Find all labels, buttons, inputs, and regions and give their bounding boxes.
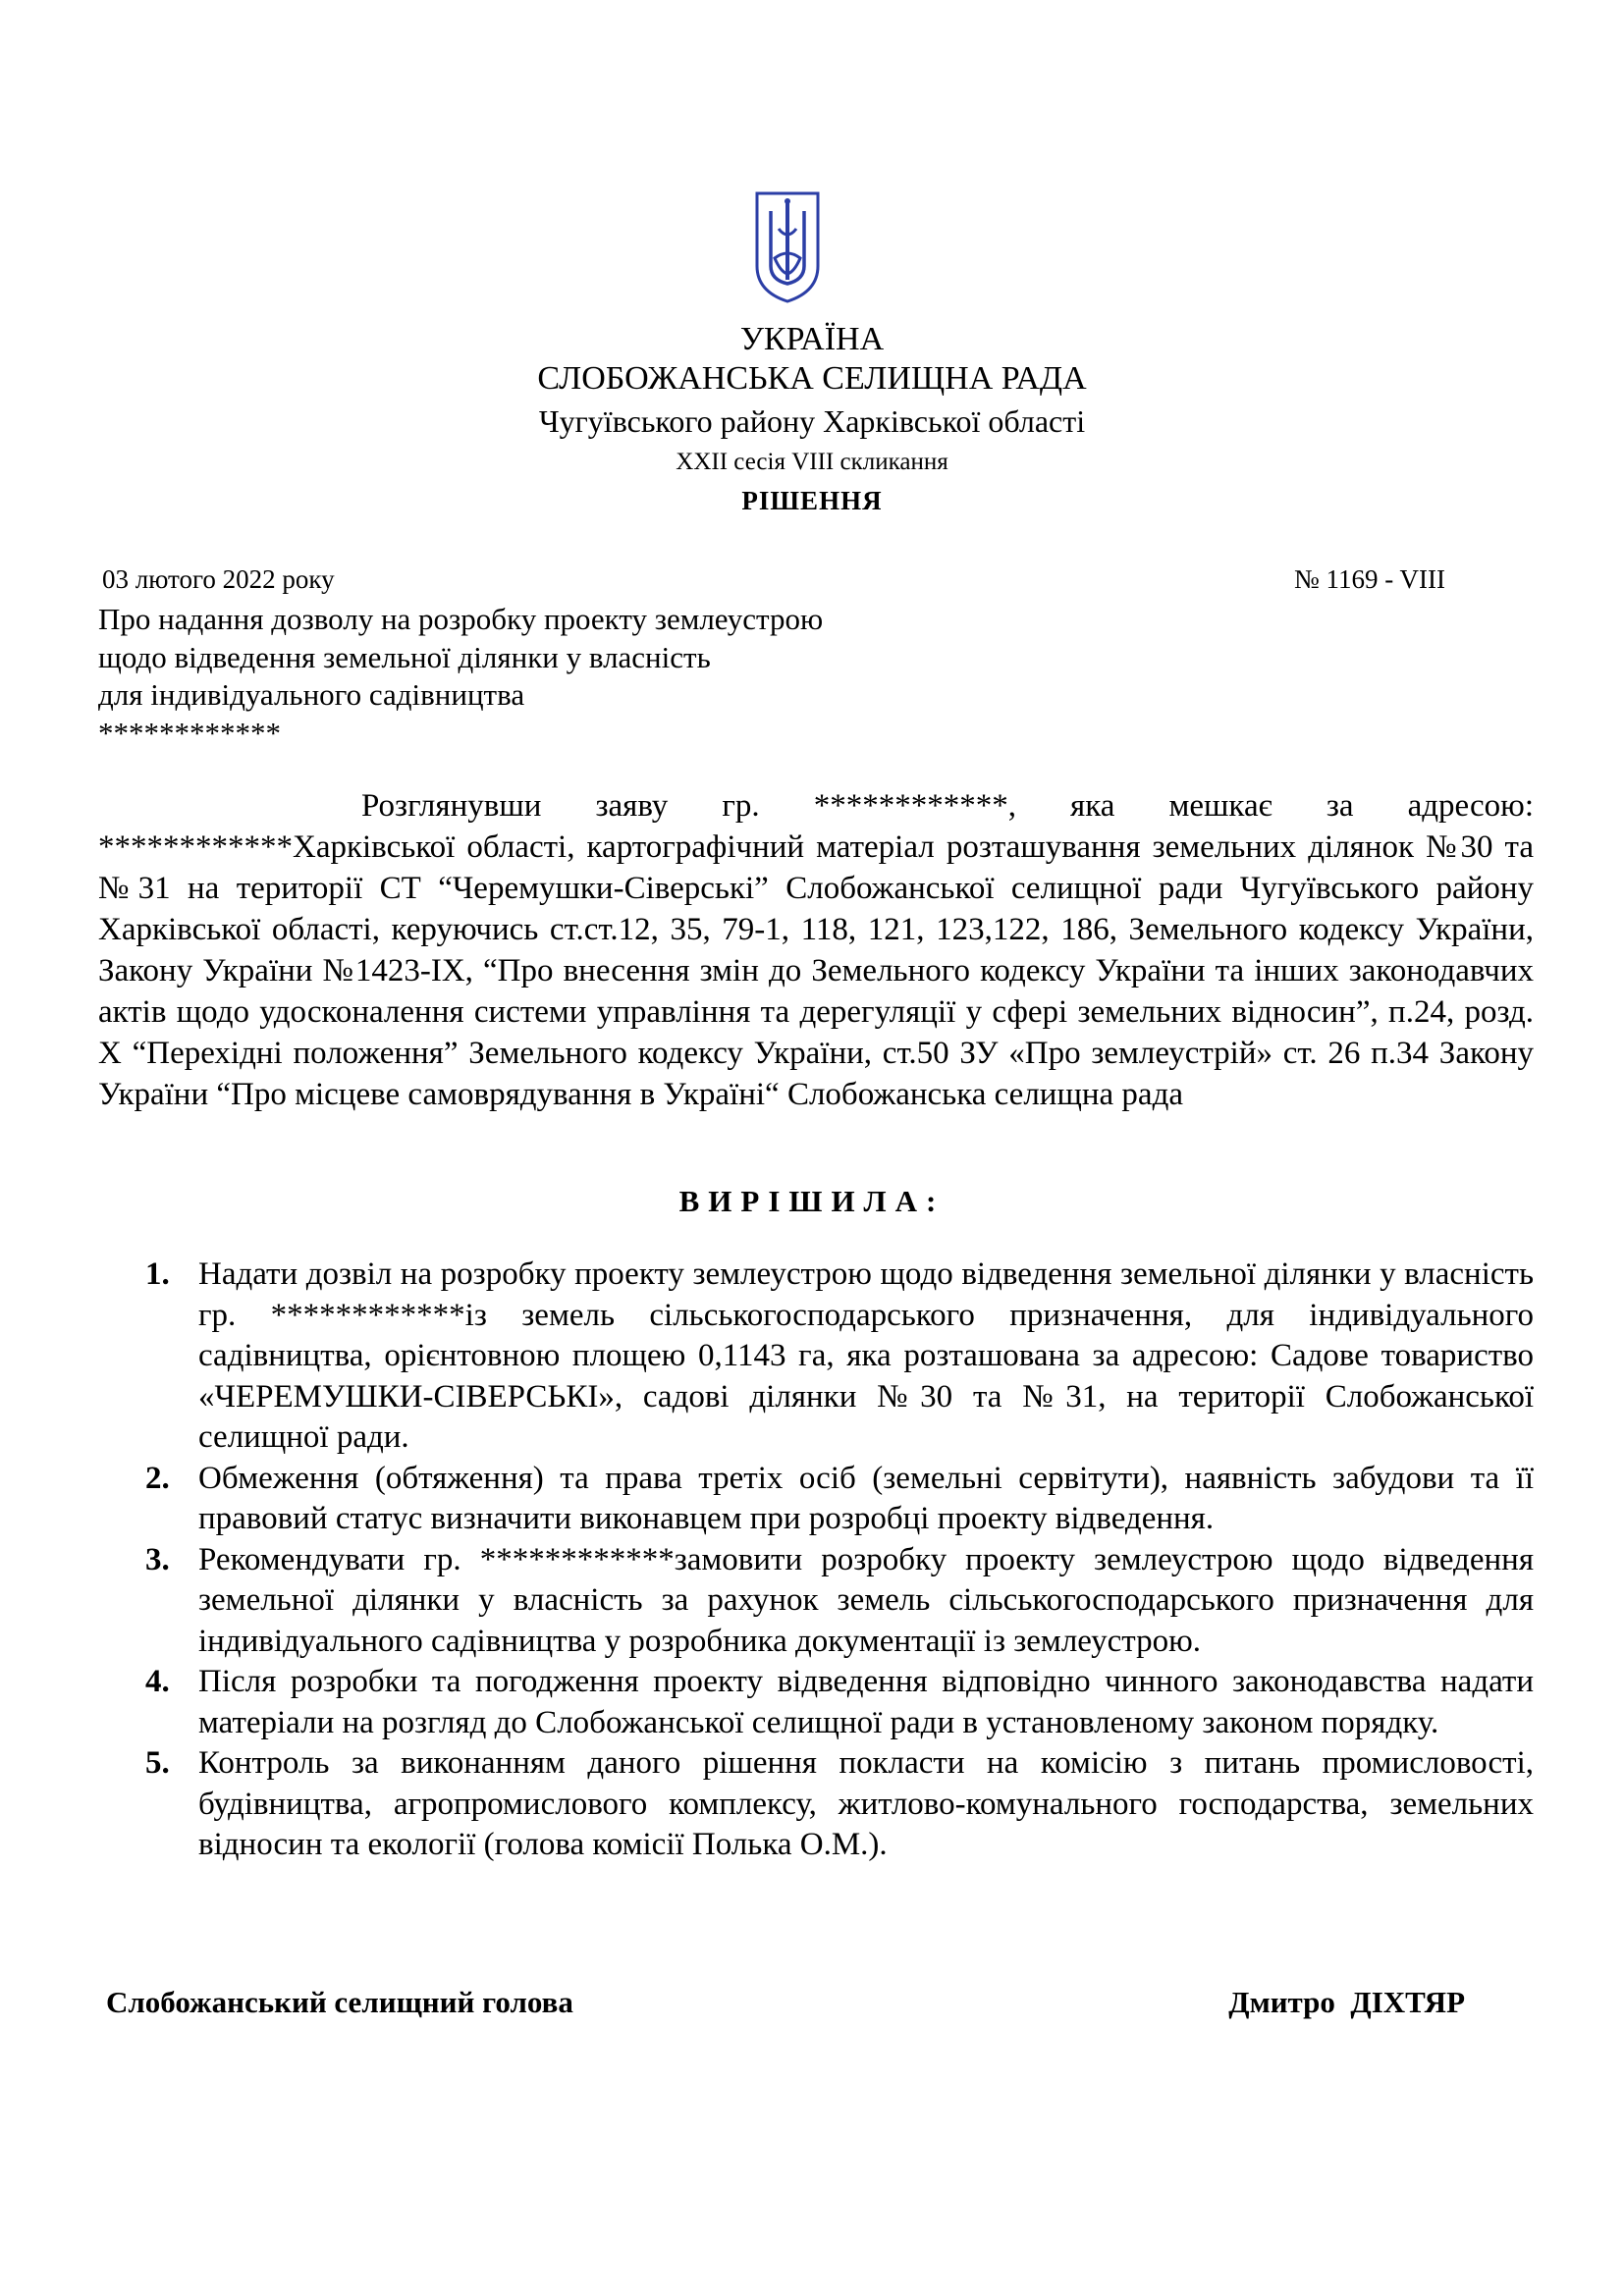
decision-items-list [145,1255,1534,1866]
subject-line: Про надання дозволу на розробку проекту землеустрою [98,602,824,636]
signatory-name: Дмитро ДІХТЯР [1228,1985,1465,2019]
item-text: Надати дозвіл на розробку проекту землеустрою щодо відведення земельної ділянки у власність гр. ************із земель сільськогосподарського призначення, для індивідуального садівництва, орієнтовною площею 0,1143 га, яка розташована за адресою: Садове товариство «ЧЕРЕМУШКИ-СІВЕРСЬКІ», садові ділянки №30 та №31, на території Слобожанської селищної ради. [198,1256,1534,1455]
item-text: Обмеження (обтяження) та права третіх осіб (земельні сервітути), наявність забудови та її правовий статус визначити виконавцем при розробці проекту відведення. [198,1460,1534,1536]
decision-item [145,1255,1534,1459]
item-number: 3. [145,1541,170,1577]
item-text: Рекомендувати гр. ************замовити розробку проекту землеустрою щодо відведення земельної ділянки у власність за рахунок земель сільськогосподарського призначення для індивідуального садівництва у розробника документації із землеустрою. [198,1541,1534,1659]
item-number: 5. [145,1745,170,1781]
decision-item [145,1662,1534,1743]
decision-item [145,1459,1534,1540]
decision-item [145,1743,1534,1866]
district-heading: Чугуївського району Харківської області [538,403,1086,439]
resolved-heading: ВИРІШИЛА: [678,1184,946,1218]
decision-number: № 1169 - VIII [1294,564,1445,594]
decision-date: 03 лютого 2022 року [102,564,335,594]
session-heading: XXII сесія VIII скликання [676,449,948,475]
ukraine-coat-of-arms-icon [753,189,822,305]
decision-item [145,1540,1534,1663]
subject-line: щодо відведення земельної ділянки у власність [98,639,711,674]
subject-line: ************ [98,715,281,750]
subject-line: для індивідуального садівництва [98,677,525,712]
item-text: Після розробки та погодження проекту відведення відповідно чинного законодавства надати матеріали на розгляд до Слобожанської селищної ради в установленому законом порядку. [198,1664,1534,1740]
item-text: Контроль за виконанням даного рішення покласти на комісію з питань промисловості, будівництва, агропромислового комплексу, житлово-комунального господарства, земельних відносин та екології (голова комісії Полька О.М.). [198,1745,1534,1862]
signatory-title: Слобожанський селищний голова [106,1985,573,2019]
decision-heading: РІШЕННЯ [741,486,883,515]
item-number: 4. [145,1664,170,1699]
council-heading: СЛОБОЖАНСЬКА СЕЛИЩНА РАДА [537,360,1087,397]
item-number: 1. [145,1256,170,1292]
country-heading: УКРАЇНА [739,321,885,357]
preamble-paragraph: Розглянувши заяву гр. ************, яка мешкає за адресою: ************Харківської області, картографічний матеріал розташування земельних ділянок №30 та №31 на території СТ “Черемушки-Сіверські” Слобожанської селищної ради Чугуївського району Харківської області, керуючись ст.ст.12, 35, 79-1, 118, 121, 123,122, 186, Земельного кодексу України, Закону України №1423-IX, “Про внесення змін до Земельного кодексу України та інших законодавчих актів щодо удосконалення системи управління та дерегуляції у сфері земельних відносин”, п.24, розд. X “Перехідні положення” Земельного кодексу України, ст.50 ЗУ «Про землеустрій» ст. 26 п.34 Закону України “Про місцеве самоврядування в Україні“ Слобожанська селищна рада [98,788,1534,1112]
decision-subject [98,601,823,752]
item-number: 2. [145,1460,170,1496]
